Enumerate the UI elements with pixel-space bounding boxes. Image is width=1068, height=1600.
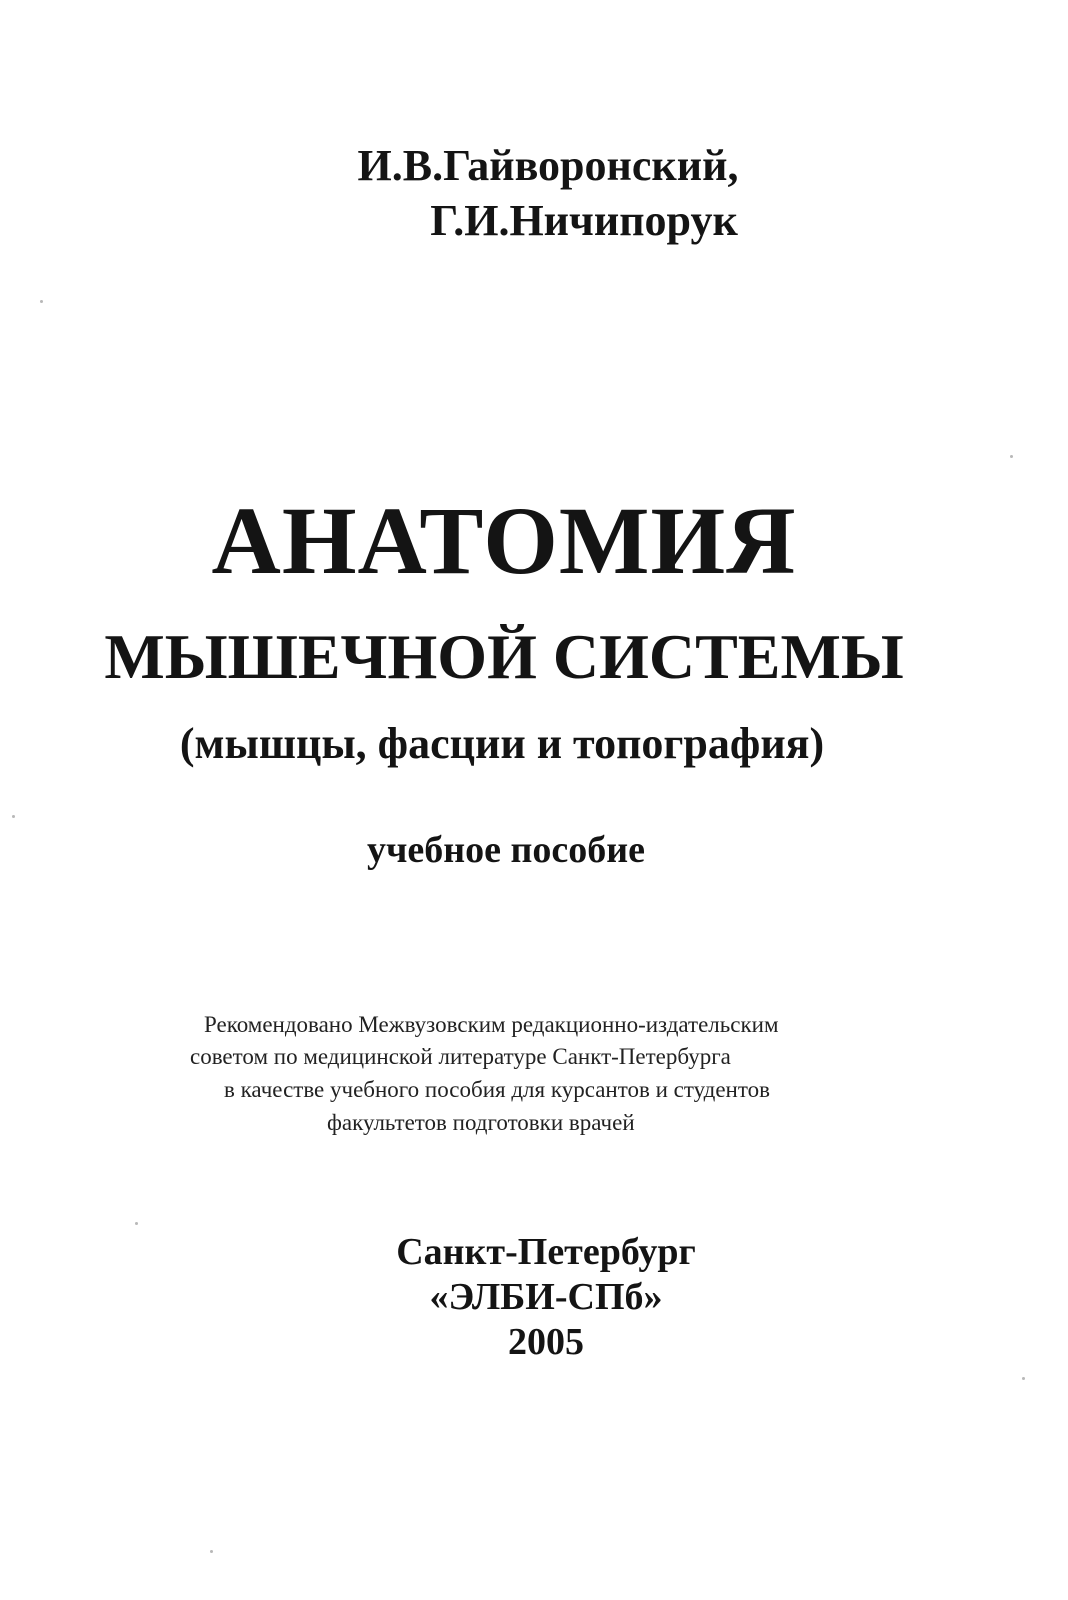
recommendation-line: факультетов подготовки врачей [327, 1110, 635, 1135]
author-second: Г.И.Ничипорук [430, 196, 738, 245]
scan-speck [210, 1550, 213, 1553]
book-subtitle-parenthetical: (мышцы, фасции и топография) [179, 719, 825, 768]
book-genre: учебное пособие [366, 829, 646, 871]
scan-speck [40, 300, 43, 303]
recommendation-line: Рекомендовано Межвузовским редакционно-издательским [204, 1012, 779, 1037]
imprint-year: 2005 [508, 1321, 584, 1363]
author-first: И.В.Гайворонский, [357, 141, 739, 190]
scan-speck [1022, 1377, 1025, 1380]
book-subtitle: МЫШЕЧНОЙ СИСТЕМЫ [104, 621, 904, 692]
imprint-city: Санкт-Петербург [396, 1231, 696, 1273]
imprint-publisher: «ЭЛБИ-СПб» [429, 1276, 663, 1318]
scan-speck [1010, 455, 1013, 458]
book-title: АНАТОМИЯ [211, 487, 797, 594]
recommendation-line: советом по медицинской литературе Санкт-Петербурга [190, 1044, 731, 1069]
scan-speck [12, 815, 15, 818]
scan-speck [135, 1222, 138, 1225]
recommendation-line: в качестве учебного пособия для курсантов и студентов [224, 1077, 770, 1102]
